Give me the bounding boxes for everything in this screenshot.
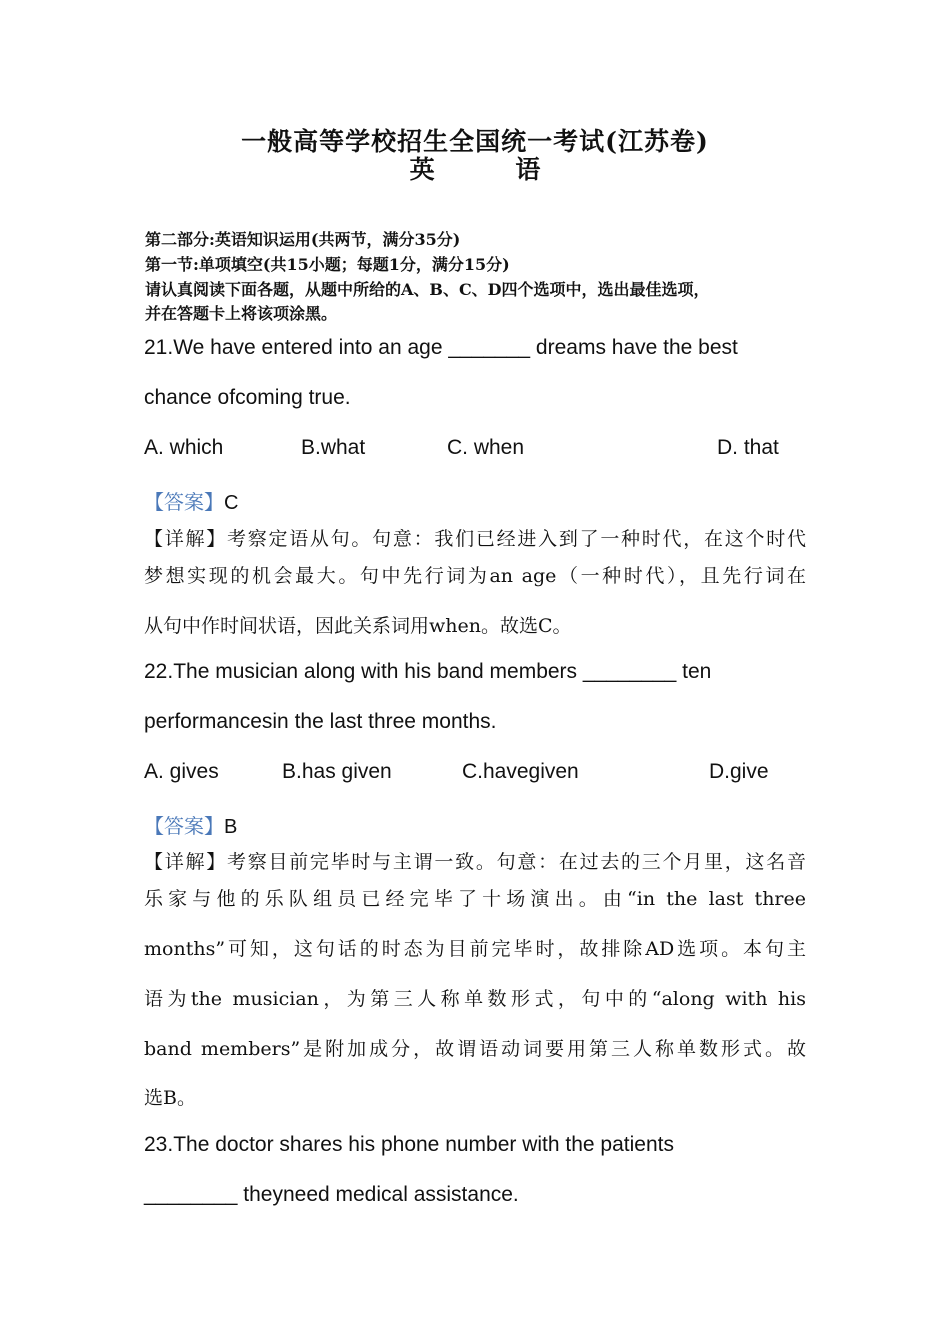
answer-tag: 【答案】: [144, 492, 224, 514]
explanation-line: 选B。: [144, 1087, 196, 1109]
question-21-text: 21.We have entered into an age _______ dreams have the best: [144, 336, 738, 359]
exam-title: 一般高等学校招生全国统一考试(江苏卷): [241, 127, 709, 156]
option-d: D. that: [717, 436, 779, 459]
question-22-text: performancesin the last three months.: [144, 710, 497, 733]
question-23-text: ________ theyneed medical assistance.: [144, 1183, 519, 1206]
question-21-text: chance ofcoming true.: [144, 386, 351, 409]
option-a: A. gives: [144, 760, 219, 783]
explanation-line: 从句中作时间状语，因此关系词用when。故选C。: [144, 615, 572, 637]
explanation-line: 乐家与他的乐队组员已经完毕了十场演出。由“in the last three: [144, 888, 806, 910]
explanation-line: 【详解】考察定语从句。句意：我们已经进入到了一种时代，在这个时代: [144, 528, 806, 550]
answer-tag: 【答案】: [144, 816, 224, 838]
answer-line: [144, 486, 238, 515]
option-c: C. when: [447, 436, 525, 459]
option-a: A. which: [144, 436, 224, 459]
explanation-line: months”可知，这句话的时态为目前完毕时，故排除AD选项。本句主: [144, 938, 806, 960]
exam-subject: 英 语: [409, 155, 577, 184]
answer-line: [144, 810, 237, 839]
section-heading: 第二部分:英语知识运用(共两节，满分35分): [145, 230, 461, 249]
answer-value: C: [224, 492, 239, 514]
instruction-line: 并在答题卡上将该项涂黑。: [145, 304, 338, 323]
option-d: D.give: [709, 760, 769, 783]
explanation-line: 语为the musician，为第三人称单数形式，句中的“along with his: [144, 988, 806, 1010]
explanation-line: band members”是附加成分，故谓语动词要用第三人称单数形式。故: [144, 1038, 806, 1060]
subsection-heading: 第一节:单项填空(共15小题；每题1分，满分15分): [145, 255, 510, 274]
question-23-text: 23.The doctor shares his phone number with the patients: [144, 1133, 674, 1156]
option-c: C.havegiven: [462, 760, 579, 783]
question-22-text: 22.The musician along with his band members ________ ten: [144, 660, 712, 683]
explanation-line: 梦想实现的机会最大。句中先行词为an age（一种时代），且先行词在: [144, 565, 806, 587]
option-b: B.has given: [282, 760, 392, 783]
answer-value: B: [224, 816, 238, 838]
explanation-line: 【详解】考察目前完毕时与主谓一致。句意：在过去的三个月里，这名音: [144, 851, 806, 873]
instruction-line: 请认真阅读下面各题，从题中所给的A、B、C、D四个选项中，选出最佳选项，: [145, 280, 710, 299]
option-b: B.what: [301, 436, 366, 459]
